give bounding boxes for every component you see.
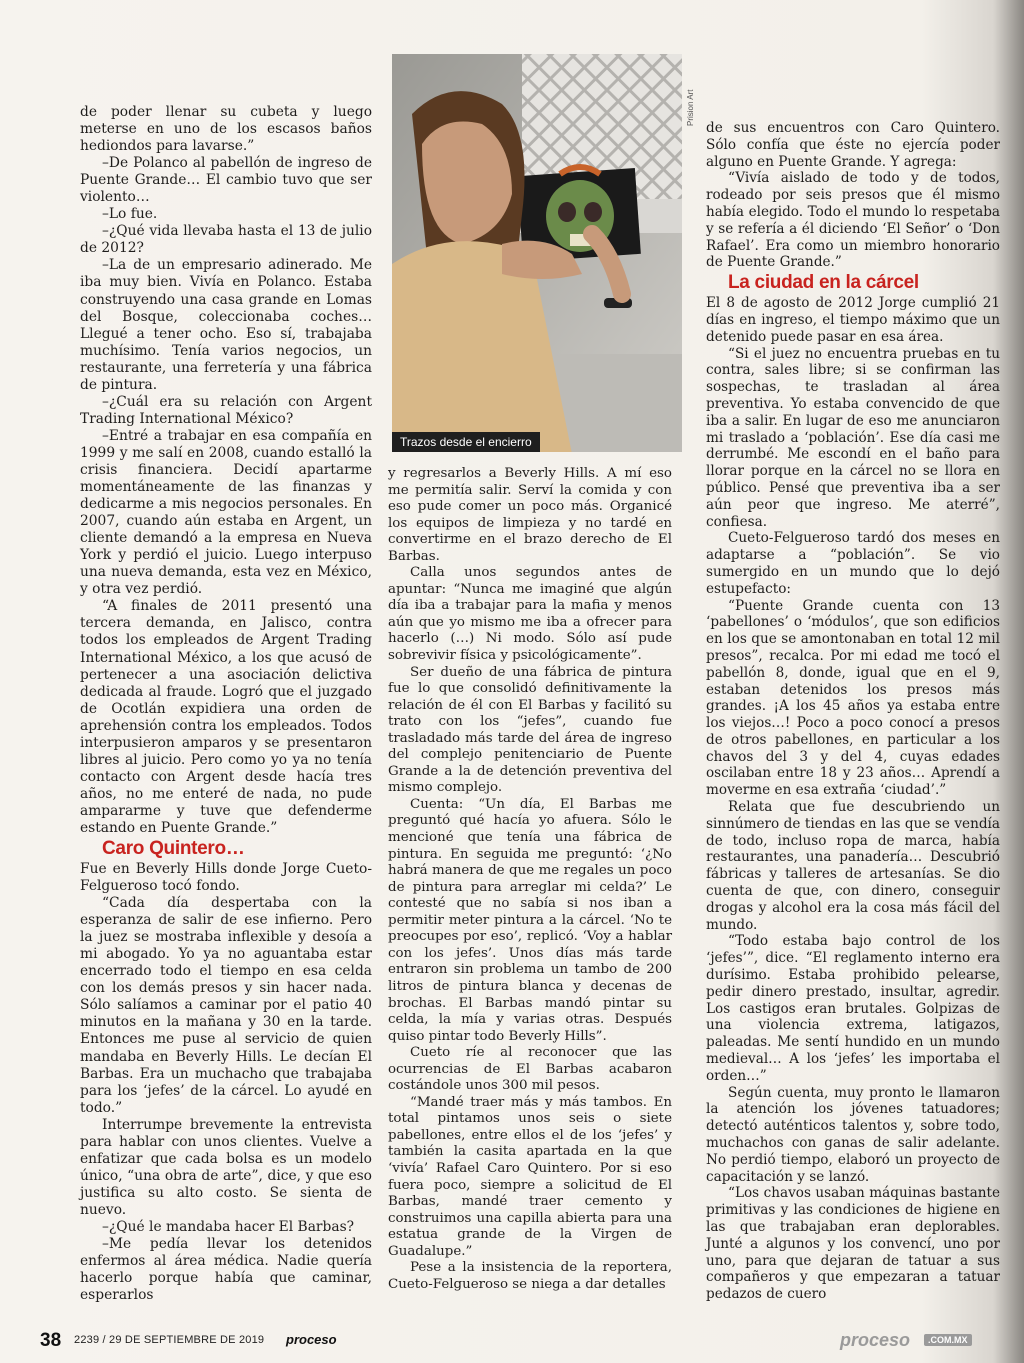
paragraph: Interrumpe brevemente la entrevista para hablar con unos clientes. Vuelve a enfatizar que cada bolsa es un modelo único, “una obra de arte”, dice, y que eso justifica su alto costo. Se sienta de nuevo. <box>80 1116 372 1218</box>
photo-caption: Trazos desde el encierro <box>392 432 540 452</box>
paragraph: “Mandé traer más y más tambos. En total pintamos unos seis o siete pabellones, entre ellos el de los ‘jefes’ y también la casita apartada en la que ‘vivía’ Rafael Caro Quintero. Por si eso fuera poco, siempre a solicitud de El Barbas, mandé traer cemento y construimos una capilla abierta para una estatua grande de la Virgen de Guadalupe.” <box>388 1094 672 1259</box>
paragraph: y regresarlos a Beverly Hills. A mí eso me permitía salir. Serví la comida y con eso pude comer un poco más. Organicé los equipos de limpieza y no tardé en convertirme en el brazo derecho de El Barbas. <box>388 466 672 564</box>
paragraph: “A finales de 2011 presentó una tercera demanda, en Jalisco, contra todos los empleados de Argent Trading International México, a los que acusó de pertenecer a una asociación delictiva dedicada al fraude. Logró que el juzgado de Ocotlán expidiera una orden de aprehensión contra los empleados. Todos interpusieron amparos y se presentaron libres al juicio. Pero como yo ya no tenía contacto con Argent desde hacía tres años, no me enteré de nada, no pude ampararme y tuve que defenderme estando en Puente Grande.” <box>80 598 372 836</box>
paragraph: Relata que fue descubriendo un sinnúmero de tiendas en las que se vendía de todo, incluso ropa de marca, había restaurantes, una panadería… Descubrió fábricas y talleres de artesanías. Se dio cuenta de que, con dinero, conseguir drogas y alcohol era la cosa más fácil del mundo. <box>706 799 1000 933</box>
paragraph: “Si el juez no encuentra pruebas en tu contra, sales libre; si se confirman las sospechas, te trasladan al área preventiva. Yo estaba convencido de que iba a salir. En lugar de eso me anunciaron mi traslado a ‘población’. Ese día casi me derrumbé. Me escondí en el baño para llorar porque en la cárcel no se llora en público. Pensé que preventiva iba a ser aún peor que ingreso. Me aterré”, confiesa. <box>706 345 1000 530</box>
site-logo: proceso <box>840 1330 911 1350</box>
site-domain-tag: .COM.MX <box>924 1334 972 1346</box>
article-column-2 <box>388 466 672 1293</box>
paragraph: –¿Qué le mandaba hacer El Barbas? <box>102 1219 355 1235</box>
article-photo <box>392 54 682 452</box>
paragraph: –Lo fue. <box>102 206 158 223</box>
paragraph: de sus encuentros con Caro Quintero. Sólo confía que éste no ejercía poder alguno en Puente Grande. Y agrega: <box>706 120 1000 170</box>
brand-logo: proceso <box>286 1332 337 1347</box>
page-number: 38 <box>40 1330 62 1351</box>
paragraph: Según cuenta, muy pronto le llamaron la atención los jóvenes tatuadores; detectó auténticos talentos y, sobre todo, muchachos con ganas de salir adelante. No perdió tiempo, elaboró un proyecto de capacitación y se lanzó. <box>706 1084 1000 1185</box>
paragraph: “Cada día despertaba con la esperanza de salir de ese infierno. Pero la juez se mostraba inflexible y desoía a mi abogado. Yo ya no aguantaba estar encerrado todo el tiempo en esa celda con los demás presos y sin hacer nada. Sólo salíamos a caminar por el patio 40 minutos en la mañana y 30 en la tarde. Entonces me puse al servicio de quien mandaba en Beverly Hills. Le decían El Barbas. Era un muchacho que trabajaba para los ‘jefes’ de la cárcel. Lo ayudé en todo.” <box>80 895 372 1116</box>
page-footer <box>40 1330 980 1354</box>
section-heading-caro-quintero: Caro Quintero… <box>102 838 245 860</box>
issue-date: 2239 / 29 DE SEPTIEMBRE DE 2019 <box>74 1334 265 1346</box>
paragraph: –De Polanco al pabellón de ingreso de Puente Grande… El cambio tuvo que ser violento… <box>80 155 372 206</box>
paragraph: Cueto-Felgueroso tardó dos meses en adaptarse a “población”. Se vio sumergido en un mundo que lo dejó estupefacto: <box>706 530 1000 597</box>
paragraph: “Todo estaba bajo control de los ‘jefes’”, dice. “El reglamento interno era durísimo. Estaba prohibido pelearse, pedir dinero prestado, insultar, agredir. Los castigos eran brutales. Golpizas de una violencia extrema, latigazos, paleadas. Me sentí hundido en un mundo medieval… A los ‘jefes’ les importaba el orden…” <box>706 933 1000 1084</box>
paragraph: –Me pedía llevar los detenidos enfermos al área médica. Nadie quería hacerlo porque había que caminar, esperarlos <box>80 1236 372 1304</box>
paragraph: El 8 de agosto de 2012 Jorge cumplió 21 días en ingreso, el tiempo máximo que un detenido puede pasar en esa área. <box>706 295 1000 345</box>
paragraph: Pese a la insistencia de la reportera, Cueto-Felgueroso se niega a dar detalles <box>388 1260 672 1292</box>
paragraph: –La de un empresario adinerado. Me iba muy bien. Vivía en Polanco. Estaba construyendo una casa grande en Lomas del Bosque, coleccionaba coches… Llegué a tener ocho. Eso sí, trabajaba muchísimo. Tenía varios negocios, un restaurante, una ferretería y una fábrica de pintura. <box>80 257 372 393</box>
photo-illustration <box>392 54 682 452</box>
paragraph: “Puente Grande cuenta con 13 ‘pabellones’ o ‘módulos’, que son edificios en los que se amontonaban en total 12 mil presos”, recalca. Por mi edad me tocó el pabellón 8, donde, igual que en el 9, estaban detenidos los presos más grandes. ¡A los 45 años ya estaba entre los viejos…! Poco a poco conocí a presos de otros pabellones, en particular a los chavos del 3 y del 4, cuyas edades oscilaban entre 18 y 23 años… Aprendí a moverme en esa extraña ‘ciudad’.” <box>706 597 1000 799</box>
section-heading-la-ciudad-en-la-carcel: La ciudad en la cárcel <box>728 272 919 294</box>
paragraph: de poder llenar su cubeta y luego meterse en uno de los escasos baños hediondos para lavarse.” <box>80 104 372 155</box>
paragraph: Cueto ríe al reconocer que las ocurrencias de El Barbas acabaron costándole unos 300 mil pesos. <box>388 1045 672 1094</box>
article-column-3 <box>706 120 1000 1303</box>
photo-credit: Prision Art <box>686 89 695 126</box>
paragraph: –¿Qué vida llevaba hasta el 13 de julio de 2012? <box>80 223 372 257</box>
paragraph: Ser dueño de una fábrica de pintura fue lo que consolidó definitivamente la relación de él con El Barbas y facilitó su trato con los “jefes”, cuando fue trasladado más tarde del área de ingreso del complejo penitenciario de Puente Grande a la de detención preventiva del mismo complejo. <box>388 664 672 796</box>
paragraph: “Vivía aislado de todo y de todos, rodeado por seis presos que él mismo había elegido. Todo el mundo lo respetaba y se refería a él diciendo ‘El Señor’ o ‘Don Rafael’. Era como un miembro honorario de Puente Grande.” <box>706 170 1000 271</box>
article-column-1 <box>80 104 372 1304</box>
paragraph: Fue en Beverly Hills donde Jorge Cueto-Felgueroso tocó fondo. <box>80 861 372 895</box>
paragraph: “Los chavos usaban máquinas bastante primitivas y las condiciones de higiene en las que trabajaban eran deplorables. Junté a algunos y los convencí, uno por uno, para que dejaran de tatuar a sus compañeros y que empezaran a tatuar pedazos de cuero <box>706 1185 1000 1303</box>
paragraph: Calla unos segundos antes de apuntar: “Nunca me imaginé que algún día iba a trabajar para la mafia y menos aún que yo mismo me iba a ofrecer para hacerlo (…) Ni modo. Sólo así pude sobrevivir física y psicológicamente”. <box>388 565 672 664</box>
paragraph: –¿Cuál era su relación con Argent Trading International México? <box>80 393 372 427</box>
paragraph: –Entré a trabajar en esa compañía en 1999 y me salí en 2008, cuando estalló la crisis financiera. Decidí apartarme momentáneamente de las finanzas y dedicarme a mis negocios personales. En 2007, cuando aún estaba en Argent, un cliente demandó a la empresa en Nueva York y perdió el juicio. Luego interpuso una nueva demanda, esta vez en México, y otra vez perdió. <box>80 427 372 598</box>
paragraph: Cuenta: “Un día, El Barbas me preguntó qué hacía yo afuera. Sólo le mencioné que tenía una fábrica de pintura. En seguida me preguntó: ‘¿No habrá manera de que me regales un poco de pintura para arreglar mi celda?’ Le contesté que no sabía si nos iban a permitir meter pintura a la cárcel. ‘No te preocupes por eso’, replicó. ‘Voy a hablar con los jefes’. Unos días más tarde entraron sin problema un tambo de 200 litros de pintura blanca y decenas de brochas. El Barbas mandó pintar su celda, la mía y varias otras. Después quiso pintar todo Beverly Hills”. <box>388 796 672 1044</box>
